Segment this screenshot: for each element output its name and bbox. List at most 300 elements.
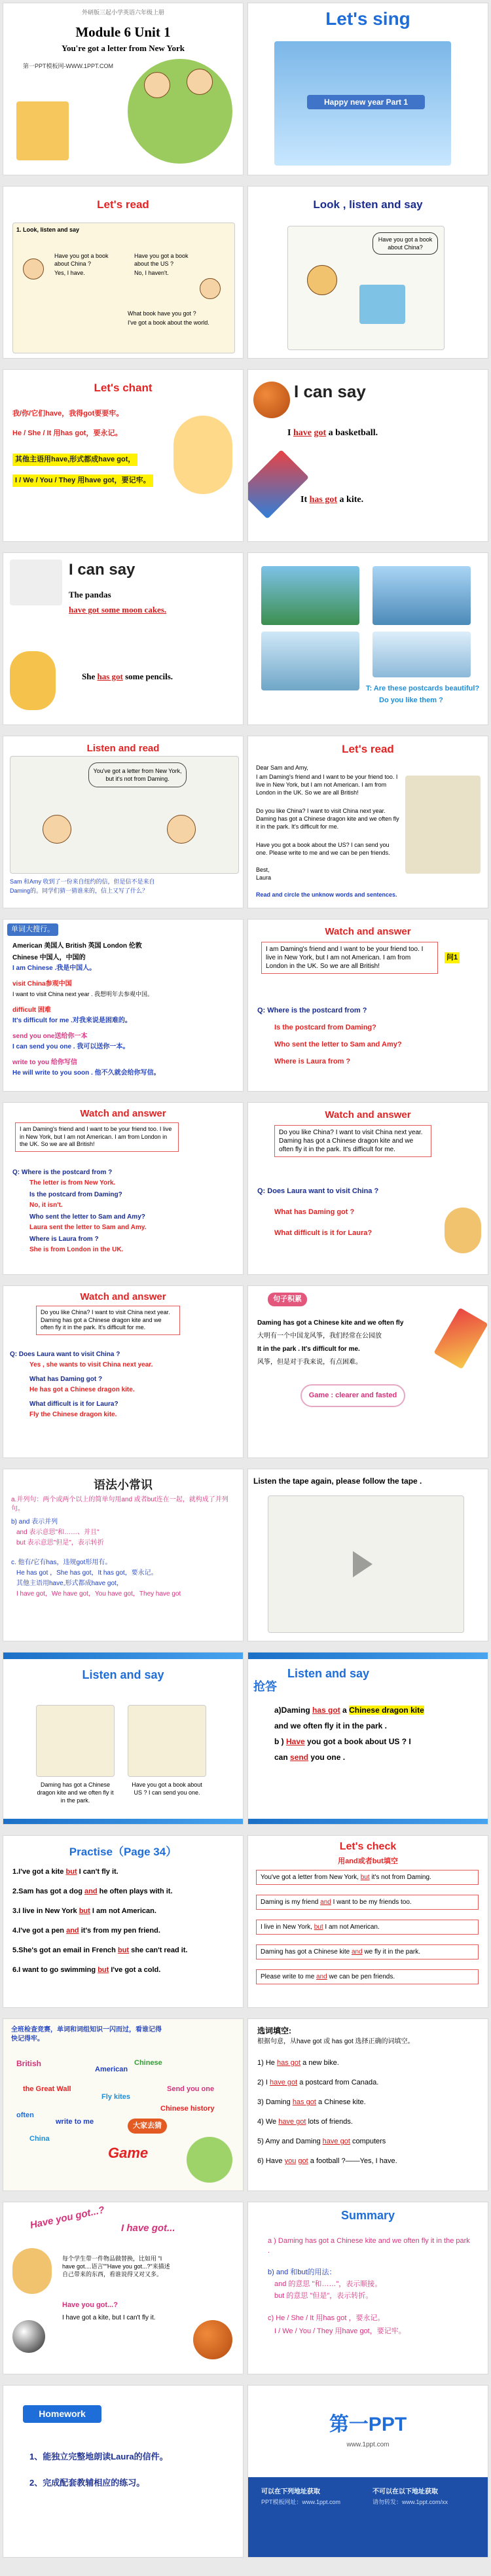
practise-item [12,1906,156,1916]
game-intro: 全班检查竞赛，单词和词组知识一闪而过，看谁记得快记得牢。 [11,2026,162,2043]
dragon-kite-icon [433,1308,488,1369]
answer-3: Fly the Chinese dragon kite. [29,1411,117,1418]
kid-face-icon [187,69,213,95]
girl-illustration [445,1208,481,1253]
blank-answer: Have [286,1737,305,1746]
text: a new bike. [302,2059,339,2067]
text: a Chinese kite. [318,2098,366,2106]
blank-answer: but [117,1946,130,1954]
bubble-question: Have you got...? [29,2204,106,2231]
summary-b-and: and 的意思 "和……"，表示顺接。 [274,2280,382,2288]
bubble-answer: I have got... [121,2223,175,2234]
question-2: Is the postcard from Daming? [29,1191,122,1198]
slide-title: Listen and read [86,743,160,754]
question-3: What difficult is it for Laura? [274,1229,373,1237]
text: 3) Daming [257,2098,291,2106]
row-14 [0,2382,491,2559]
vocab-line: I can send you one . 我可以送你一本。 [12,1043,130,1050]
letter-closing: Best, [256,867,270,873]
sentence-1 [287,427,378,440]
text: 6.I want to go swimming [12,1966,96,1974]
text: a)Daming [274,1706,310,1715]
row-6 [0,916,491,1093]
answer-3: Laura sent the letter to Sam and Amy. [29,1224,147,1231]
question-1: Q: Does Laura want to visit China ? [10,1351,120,1358]
slide-lets-check[interactable] [247,1835,488,2008]
question-2: What has Daming got ? [274,1208,355,1216]
text: we can be pen friends. [329,1973,395,1980]
kid-illustration [173,416,232,494]
text: 4) We [257,2118,277,2126]
slide-fill-blanks[interactable] [247,2018,488,2191]
question-1: Q: Does Laura want to visit China ? [257,1187,379,1195]
slide-title: Let's sing [325,9,410,29]
bubble-us: Have you got a book about the US ? [134,253,189,268]
slide-look-listen[interactable] [247,186,488,359]
sentence-b [274,1736,411,1747]
blank-answer: and [66,1927,79,1935]
amy-face-icon [43,815,71,844]
slide-title: Let's read [342,743,394,755]
slide-listen-say-1[interactable] [3,1652,244,1825]
blank-answer: and [84,1887,98,1895]
row-9 [0,1466,491,1643]
grammar-line: c. 他有/它有has，违规got形用有。 [11,1559,112,1566]
letter-para-1: I am Daming's friend and I want to be your friend too. I live in New York, but I am not American. I am from London in the UK. So we are all British! [256,774,398,796]
slide-i-can-say-2[interactable] [3,552,244,725]
basketball-icon [193,2320,232,2359]
girl-face-icon [23,259,44,279]
slide-listen-tape[interactable] [247,1469,488,1641]
blank-answer: but [360,1874,370,1881]
vocab-line: He will write to you soon . 他不久就会给你写信。 [12,1069,160,1077]
sentence-zh-1: 大明有一个中国龙风筝，我们经常在公园放 [257,1333,382,1340]
letter-signature: Laura [256,874,272,881]
check-row [256,1870,479,1885]
text: a [342,1706,347,1715]
postcard-photo [261,566,359,625]
bubble-world: What book have you got ? [128,310,196,317]
slide-title: Look , listen and say [313,198,423,211]
text: 1.I've got a kite [12,1868,64,1876]
question-4: Where is Laura from ? [29,1236,99,1243]
letter-excerpt: I am Daming's friend and I want to be your friend too. I live in New York, but I am not American. I am from London in the UK. So we are all British! [15,1122,179,1152]
word-chip[interactable]: write to me [56,2118,94,2126]
game-instructions: 每个学生带一件物品做替换，比如用 "I have got....语言""Have you got...?"来描述自己带来的东西，看谁说得又对又多。 [62,2255,170,2278]
kite-icon [247,450,309,519]
word-chip[interactable]: China [29,2135,50,2143]
answer-4: She is from London in the UK. [29,1246,124,1253]
slide-title: Listen and say [82,1668,164,1681]
subject-word: I [287,428,291,438]
practise-item [12,1887,173,1897]
sentence-2 [82,671,173,683]
row-1 [0,0,491,177]
book-illustration [16,101,69,160]
slide-i-can-say-1[interactable] [247,369,488,542]
slide-title: Let's read [97,198,149,211]
play-icon[interactable] [353,1551,373,1577]
section-tag: 句子积累 [268,1293,307,1306]
object-word: a basketball. [328,428,378,438]
bubble-china-reply: Yes, I have. [54,270,85,276]
blank-item [257,2156,397,2166]
row-7 [0,1100,491,1276]
book-icon [359,285,405,324]
bubble-china: Have you got a book about China ? [54,253,109,268]
postcard-photo [261,632,359,690]
sam-face-icon [167,815,196,844]
slide-credits[interactable] [247,2385,488,2558]
slide-title: Let's check [339,1841,397,1852]
football-icon [12,2320,45,2353]
letter-excerpt: I am Daming's friend and I want to be your friend too. I live in New York, but I am not American. I am from London in the UK. So we are all British! [261,942,438,974]
text: 5) Amy and Daming [257,2138,321,2145]
vocab-line: It's difficult for me .对我来说是困难的。 [12,1017,132,1024]
text: 5.She's got an email in French [12,1946,116,1954]
blank-answer: got [298,2157,308,2165]
site-label: 第一PPT模板网-WWW.1PPT.COM [23,63,113,69]
slide-title: I can say [69,561,136,579]
blank-answer: have got [269,2079,298,2086]
example-question: Have you got...? [62,2301,118,2309]
check-row [256,1920,479,1935]
text: I want to be my friends too. [333,1899,412,1906]
brand-site[interactable]: www.1ppt.com [346,2441,390,2448]
text: Daming is my friend [261,1899,319,1906]
vocab-line: I am Chinese .我是中国人。 [12,965,96,972]
slide-subtitle: 用and或者but填空 [338,1857,398,1865]
practise-item [12,1946,188,1956]
word-chip[interactable]: often [16,2111,34,2119]
sentence-2 [300,494,363,507]
slide-word-game[interactable] [3,2018,244,2191]
vocab-line: visit China参观中国 [12,980,72,988]
blank-item [257,2117,353,2127]
instruction: Read and circle the unknow words and sentences. [256,891,397,898]
question-marker: 问1 [445,952,460,963]
blank-answer: but [314,1923,323,1931]
question-3: What difficult is it for Laura? [29,1401,118,1408]
slide-title: Listen the tape again, please follow the tape . [253,1476,422,1486]
row-12 [0,2016,491,2192]
letter-excerpt: Do you like China? I want to visit China next year. Daming has got a Chinese dragon kite and we often fly it in the park. It's difficult for me. [274,1125,431,1157]
top-bar [3,1653,243,1659]
chant-line-3: 其他主语用have,形式都成have got， [12,454,137,466]
blank-answer: got [314,428,327,438]
row-5 [0,733,491,910]
answer-1: Yes , she wants to visit China next year. [29,1361,153,1368]
slide-title: Watch and answer [80,1291,166,1302]
teacher-question-1: T: Are these postcards beautiful? [366,685,480,692]
slide-watch-answer-4[interactable] [3,1285,244,1458]
caption-line-2: Daming的。同学们猜一猜谁来的，信上又写了什么？ [10,887,149,894]
text: a football ?——Yes, I have. [310,2157,397,2165]
homework-item-1: 1、能独立完整地朗读Laura的信件。 [29,2452,168,2461]
text: 1) He [257,2059,275,2067]
row-10 [0,1649,491,1826]
slide-lets-chant[interactable] [3,369,244,542]
blank-item [257,2058,339,2068]
blank-answer: and [316,1973,327,1980]
check-row [256,1969,479,1984]
chant-line-4: I / We / You / They 用have got，要记牢。 [12,474,153,487]
credit-text: 请勿转发：www.1ppt.com/xx [373,2499,448,2505]
text: Please write to me [261,1973,315,1980]
postcard-photo [373,566,471,625]
word-chip[interactable]: American [95,2066,128,2073]
word-chip[interactable]: Send you one [167,2085,215,2093]
answer-1: The letter is from New York. [29,1179,116,1187]
boy-face-icon [307,265,337,295]
text: he often plays with it. [99,1887,173,1895]
practise-item [12,1867,118,1877]
slide-title: Watch and answer [80,1108,166,1119]
grammar-line: I have got，We have got，You have got，They have got [16,1590,181,1598]
sentence-zh-2: 风筝，但是对于我来说，有点困难。 [257,1359,362,1366]
text: a postcard from Canada. [299,2079,379,2086]
game-pill[interactable]: Game : clearer and fasted [300,1384,405,1407]
grammar-line: a.并列句：两个或两个以上的简单句用and 或者but连在一起，就构成了并列句。 [11,1496,228,1512]
text: You've got a letter from New York, [261,1874,359,1881]
slide-vocabulary[interactable] [3,919,244,1092]
slide-title: Listen and say [287,1667,370,1680]
song-banner: Happy new year Part 1 [307,95,425,109]
question-1: Q: Where is the postcard from ? [12,1169,113,1176]
text: I live in New York, [261,1923,312,1931]
grammar-line: and 表示意思"和……、并且" [16,1529,100,1536]
slide-grammar[interactable] [3,1469,244,1641]
object-word: some pencils. [125,671,173,681]
row-3 [0,367,491,543]
grammar-line: b) and 表示并列 [11,1518,58,1526]
kite-scene [36,1705,115,1777]
object-word: a kite. [339,495,364,505]
sentence-en-2: It in the park . It's difficult for me. [257,1346,360,1353]
row-11 [0,1833,491,2009]
sentence-1-subject: The pandas [69,590,111,599]
summary-b-but: but 的意思 "但是"，表示转折。 [274,2292,373,2300]
sentence-a-cont: and we often fly it in the park . [274,1721,388,1730]
grammar-line: He has got ，She has got，It has got，要永记。 [16,1569,158,1577]
blank-answer: but [79,1907,90,1915]
bottom-bar [3,1819,243,1824]
kid-face-icon [144,72,170,98]
text: I am not American. [92,1907,156,1915]
vocab-line: Chinese 中国人，中国的 [12,954,86,961]
answer-2: No, it isn't. [29,1202,63,1209]
girl-illustration [10,651,56,710]
example-answer: I have got a kite, but I can't fly it. [62,2314,156,2321]
text: Daming has got a Chinese kite [261,1948,350,1956]
word-chip[interactable]: Chinese history [160,2105,215,2113]
practise-item [12,1965,160,1975]
slide-practise[interactable] [3,1835,244,2008]
caption-line-1: Sam 和Amy 收到了一份来自纽约的信，但是信不是来自 [10,878,155,885]
row-2 [0,183,491,360]
text: lots of friends. [308,2118,353,2126]
vocab-line: American 美国人 British 英国 London 伦敦 [12,942,142,950]
slide-postcards[interactable] [247,552,488,725]
text: we fly it in the park. [364,1948,421,1956]
letter-para-2: Do you like China? I want to visit China next year. Daming has got a Chinese dragon kite and we often fly it in the park. It's difficult for me. [256,808,399,831]
series-header: 外研版三起小学英语六年级上册 [81,9,164,16]
summary-c-2: I / We / You / They 用have got，要记牢。 [274,2327,406,2335]
text: it's not from Daming. [371,1874,431,1881]
kid-illustration [187,2137,232,2183]
credit-heading: 不可以在以下地址获取 [373,2488,438,2496]
row-4 [0,550,491,726]
text: you got a book about US ? I [307,1737,411,1746]
slide-listen-read[interactable] [3,736,244,908]
slide-title: Watch and answer [325,926,411,937]
vocab-line: send you one送给你一本 [12,1033,88,1040]
text: computers [352,2138,386,2145]
postcard-photo [373,632,471,677]
credit-heading: 可以在下列地址获取 [261,2488,320,2496]
text: can [274,1753,288,1762]
blank-answer: but [98,1966,109,1974]
quick-answer-tag: 抢答 [253,1680,277,1693]
text: 6) Have [257,2157,283,2165]
slide-watch-answer-3[interactable] [247,1102,488,1275]
speech-bubble: Have you got a book about China? [373,232,438,255]
text: 2) I [257,2079,268,2086]
row-13 [0,2199,491,2376]
vocab-line: difficult 困难 [12,1007,51,1014]
chant-line-1: 我/你/它们have，我得got要要牢。 [12,410,124,418]
slide-lets-sing[interactable] [247,3,488,175]
basketball-icon [253,382,290,418]
lesson-subtitle: You're got a letter from New York [62,43,185,53]
blank-item [257,2137,386,2147]
subject-word: She [82,671,96,681]
brand-logo: 第一PPT [329,2414,407,2435]
text: you one . [310,1753,346,1762]
boy-face-icon [200,278,221,299]
homework-item-2: 2、完成配套教辅相应的练习。 [29,2478,145,2488]
blank-answer: has got [97,671,123,681]
slide-title: Summary [340,2209,395,2222]
section-heading: 1. Look, listen and say [16,226,80,233]
highlight: Chinese dragon kite [349,1706,424,1715]
word-chip[interactable]: Fly kites [101,2093,131,2101]
check-row [256,1895,479,1910]
text: I am not American. [325,1923,380,1931]
blank-answer: has got [312,1706,340,1715]
chant-line-2: He / She / It 用has got，要永记。 [12,429,122,437]
slide-title[interactable] [3,3,244,175]
blank-answer: have got [322,2138,350,2145]
question-4: Where is Laura from ? [274,1058,351,1065]
caption-1: Daming has got a Chinese dragon kite and we often fly it in the park. [37,1781,114,1804]
vocab-line: write to you 给你写信 [12,1059,77,1066]
text: it's from my pen friend. [81,1927,160,1935]
slide-lets-read-letter[interactable] [247,736,488,908]
word-chip[interactable]: British [16,2059,42,2068]
text: 2.Sam has got a dog [12,1887,82,1895]
sentence-b-cont [274,1752,345,1762]
slide-homework[interactable] [3,2385,244,2558]
sentence-a [274,1705,424,1715]
question-2: What has Daming got ? [29,1376,103,1383]
question-2: Is the postcard from Daming? [274,1024,376,1031]
text: I can't fly it. [79,1868,118,1876]
text: b ) [274,1737,284,1746]
caption-2: Have you got a book about US ? I can send you one. [132,1781,202,1797]
slide-summary[interactable] [247,2202,488,2374]
blank-item [257,2078,378,2088]
text: she can't read it. [131,1946,188,1954]
practise-item [12,1926,160,1936]
speech-bubble: You've got a letter from New York, but it's not from Daming. [88,762,187,787]
answer-2: He has got a Chinese dragon kite. [29,1386,135,1393]
kids-illustration [128,59,232,164]
check-row [256,1944,479,1959]
kid-illustration [12,2248,52,2294]
slide-speaking-game[interactable] [3,2202,244,2374]
book-scene [128,1705,206,1777]
grammar-line: but 表示意思"但是"，表示转折 [16,1539,104,1547]
panda-photo [10,560,62,605]
text: 3.I live in New York [12,1907,77,1915]
grammar-line: 其他主语用have,形式都成have got， [16,1580,123,1587]
bottom-bar [248,1819,488,1824]
slide-sentence-bank[interactable] [247,1285,488,1458]
blank-answer: has got [292,2098,316,2106]
word-chip[interactable]: the Great Wall [23,2085,71,2093]
blank-answer: and [351,1948,363,1956]
blank-answer: and [320,1899,331,1906]
summary-b: b) and 和but的用法： [268,2268,336,2276]
blank-answer: you [284,2157,297,2165]
instruction: 根据句意，从have got 或 has got 选择正确的词填空。 [257,2038,414,2045]
blank-answer: send [290,1753,309,1762]
slide-title: 语法小常识 [94,1478,153,1492]
slide-listen-say-2[interactable] [247,1652,488,1825]
blank-answer: has got [309,495,338,505]
sentence-en-1: Daming has got a Chinese kite and we often fly [257,1319,404,1327]
slide-title: I can say [294,382,366,401]
blank-answer: have got [278,2118,306,2126]
blank-answer: but [65,1868,77,1876]
postcard-image [405,776,481,874]
letter-para-3: Have you got a book about the US? I can send you one. Please write to me and we can be pen friends. [256,842,390,857]
slide-lets-read[interactable] [3,186,244,359]
summary-c-1: c) He / She / It 用has got ，要永记。 [268,2314,385,2322]
section-tag: 单词大搜行。 [7,923,58,936]
top-bar [248,1653,488,1659]
letter-greeting: Dear Sam and Amy, [256,764,308,771]
row-8 [0,1283,491,1459]
slide-title: Let's chant [94,382,153,394]
credit-text: PPT模板网址：www.1ppt.com [261,2499,341,2505]
guess-badge: 大家去猜 [128,2119,167,2134]
bubble-us-reply: No, I haven't. [134,270,169,276]
module-title: Module 6 Unit 1 [75,24,171,40]
subject-word: It [300,495,308,505]
word-chip[interactable]: Chinese [134,2059,162,2067]
slide-watch-answer-2[interactable] [3,1102,244,1275]
question-1: Q: Where is the postcard from ? [257,1007,367,1014]
question-3: Who sent the letter to Sam and Amy? [274,1041,402,1048]
blank-item [257,2098,366,2107]
slide-watch-answer-1[interactable] [247,919,488,1092]
sentence-1-answer: have got some moon cakes. [69,605,167,615]
blank-answer: has got [276,2059,301,2067]
slide-title: Practise（Page 34） [69,1846,177,1858]
text: I've got a cold. [111,1966,161,1974]
